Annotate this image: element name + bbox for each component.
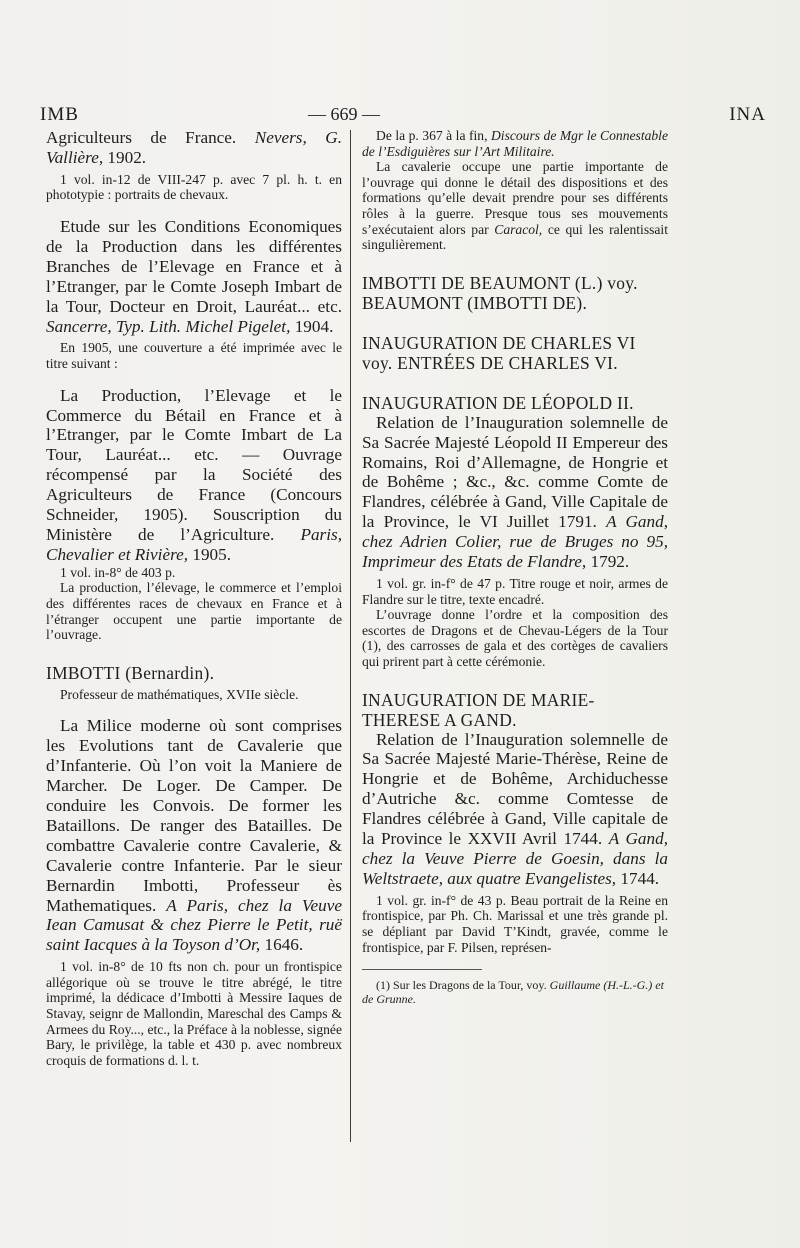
entry-marie-therese	[362, 730, 668, 889]
entry-note: 1 vol. gr. in-f° de 43 p. Beau portrait de la Reine en frontispice, par Ph. Ch. Marissal et une très grande pl. se dépliant par David T’Kindt, gravée, comme le frontispice, par F. Pilsen, représen-	[362, 892, 668, 955]
entry-year: 1905.	[192, 544, 232, 564]
column-divider	[350, 130, 351, 1142]
entry-text: Relation de l’Inauguration solemnelle de Sa Sacrée Majesté Marie-Thérèse, Reine de Hongrie et de Bohême, Archiduchesse d’Autriche &c. comme Comtesse de Flandres célébrée à Gand, Ville capitale de la Province le XXVII Avril 1744.	[362, 729, 668, 849]
entry-milice	[46, 716, 342, 955]
entry-italic: Caracol,	[494, 221, 543, 237]
entry-imprint: A Paris, chez la Veuve Iean Camusat & chez Pierre le Petit, ruë saint Iacques à la Toyson d’Or,	[46, 895, 343, 955]
entry-text: La Milice moderne où sont comprises les Evolutions tant de Cavalerie que d’Infanterie. Où l’on voit la Maniere de Marcher. De Loger. De Camper. De conduire les Convois. De former les Bataillons. De ranger des Batailles. De combattre Cavalerie contre Cavalerie, & Cavalerie contre Infanterie. Par le sieur Bernardin Imbotti, Professeur ès Mathematiques.	[46, 716, 342, 915]
entry-imprint: Paris, Chevalier et Rivière,	[46, 524, 342, 564]
entry-imprint: Nevers, G. Vallière,	[46, 128, 342, 167]
heading-imbotti: IMBOTTI (Bernardin).	[46, 662, 215, 683]
entry-imprint: Sancerre, Typ. Lith. Michel Pigelet,	[46, 316, 291, 336]
page-number: — 669 —	[308, 104, 380, 124]
entry-note: 1 vol. in-8° de 10 fts non ch. pour un frontispice allégorique où se trouve le titre abrégé, le titre imprimé, la dédicace d’Imbotti à Messire Iaques de Stavay, seignr de Mallondin, Mareschal des Camps & Armees du Roy..., etc., la Préface à la noblesse, signée Bary, le privilège, la table et 430 p. avec nombreux croquis de formations d. l. t.	[46, 959, 342, 1068]
entry-note: L’ouvrage donne l’ordre et la composition des escortes de Dragons et de Chevau-Légers de la Tour (1), des carrosses de gala et des cortèges de cavaliers qui prirent part à cette cérémonie.	[362, 607, 668, 669]
entry-note: La production, l’élevage, le commerce et l’emploi des différentes races de chevaux en France et à l’étranger occupent une partie importante de l’ouvrage.	[46, 580, 342, 643]
entry-imprint: A Gand, chez la Veuve Pierre de Goesin, dans la Weltstraete, aux quatre Evangelistes,	[362, 829, 668, 888]
footnote-text: (1) Sur les Dragons de la Tour, voy.	[376, 978, 547, 993]
heading-inauguration-charles: INAUGURATION DE CHARLES VI voy. ENTRÉES DE CHARLES VI.	[362, 332, 636, 373]
entry-etude	[46, 217, 342, 336]
footnote-rule	[362, 969, 482, 970]
entry-production	[46, 386, 342, 565]
heading-inauguration-leopold: INAUGURATION DE LÉOPOLD II.	[362, 392, 634, 413]
entry-continuation	[46, 128, 342, 168]
entry-note: 1 vol. in-12 de VIII-247 p. avec 7 pl. h. t. en phototypie : portraits de chevaux.	[46, 171, 342, 203]
entry-text: Relation de l’Inauguration solemnelle de Sa Sacrée Majesté Léopold II Empereur des Romains, Roi d’Allemagne, de Hongrie et de Bohême ; &c., &c. comme Comte de Flandres, célébrée à Gand, Ville Capitale de la Province, le VI Juillet 1791.	[362, 412, 668, 532]
entry-text: La Production, l’Elevage et le Commerce du Bétail en France et à l’Etranger, par le Comte Imbart de La Tour, Lauréat... etc. — Ouvrage récompensé par la Société des Agriculteurs de France (Concours Schneider, 1905). Souscription du Ministère de l’Agriculture.	[46, 385, 342, 544]
entry-text: De la p. 367 à la fin,	[376, 128, 488, 143]
heading-imbotti-beaumont: IMBOTTI DE BEAUMONT (L.) voy. BEAUMONT (IMBOTTI DE).	[362, 272, 638, 313]
right-column	[362, 128, 668, 1006]
footnote	[362, 978, 668, 1006]
entry-note	[362, 159, 668, 253]
entry-text: La cavalerie occupe une partie importante de l’ouvrage qui donne le détail des dispositions et des formations qu’elle devait prendre pour ses différents rôles à la guerre. Presque tous ses mouvements s’exécutaient alors par	[362, 159, 668, 237]
entry-text: Agriculteurs de France.	[46, 128, 237, 147]
entry-year: 1904.	[294, 316, 334, 336]
entry-continuation	[362, 128, 668, 159]
entry-leopold	[362, 413, 668, 572]
entry-imprint: A Gand, chez Adrien Colier, rue de Bruges no 95, Imprimeur des Etats de Flandre,	[362, 512, 668, 572]
entry-note: En 1905, une couverture a été imprimée avec le titre suivant :	[46, 340, 342, 372]
entry-year: 1744.	[620, 868, 660, 888]
footnote-italic: Guillaume (H.-L.-G.) et de Grunne.	[362, 978, 664, 1007]
left-column	[46, 128, 342, 1068]
entry-note: 1 vol. gr. in-f° de 47 p. Titre rouge et noir, armes de Flandre sur le titre, texte encadré.	[362, 576, 668, 607]
running-head-left: IMB	[40, 104, 79, 125]
author-description: Professeur de mathématiques, XVIIe siècle.	[60, 686, 299, 702]
entry-text: Etude sur les Conditions Economiques de la Production dans les différentes Branches de l’Elevage en France et à l’Etranger, par le Comte Joseph Imbart de la Tour, Docteur en Droit, Lauréat... etc.	[46, 217, 342, 316]
heading-inauguration-marie-therese: INAUGURATION DE MARIE-THERESE A GAND.	[362, 689, 595, 730]
entry-year: 1792.	[590, 552, 630, 572]
entry-year: 1646.	[264, 935, 304, 955]
entry-title-italic: Discours de Mgr le Connestable de l’Esdiguières sur l’Art Militaire.	[362, 128, 668, 159]
running-head-right: INA	[729, 104, 766, 125]
entry-note: 1 vol. in-8° de 403 p.	[60, 564, 176, 580]
entry-year: 1902.	[107, 147, 147, 167]
entry-text: ce qui les ralentissait singulièrement.	[362, 221, 668, 253]
